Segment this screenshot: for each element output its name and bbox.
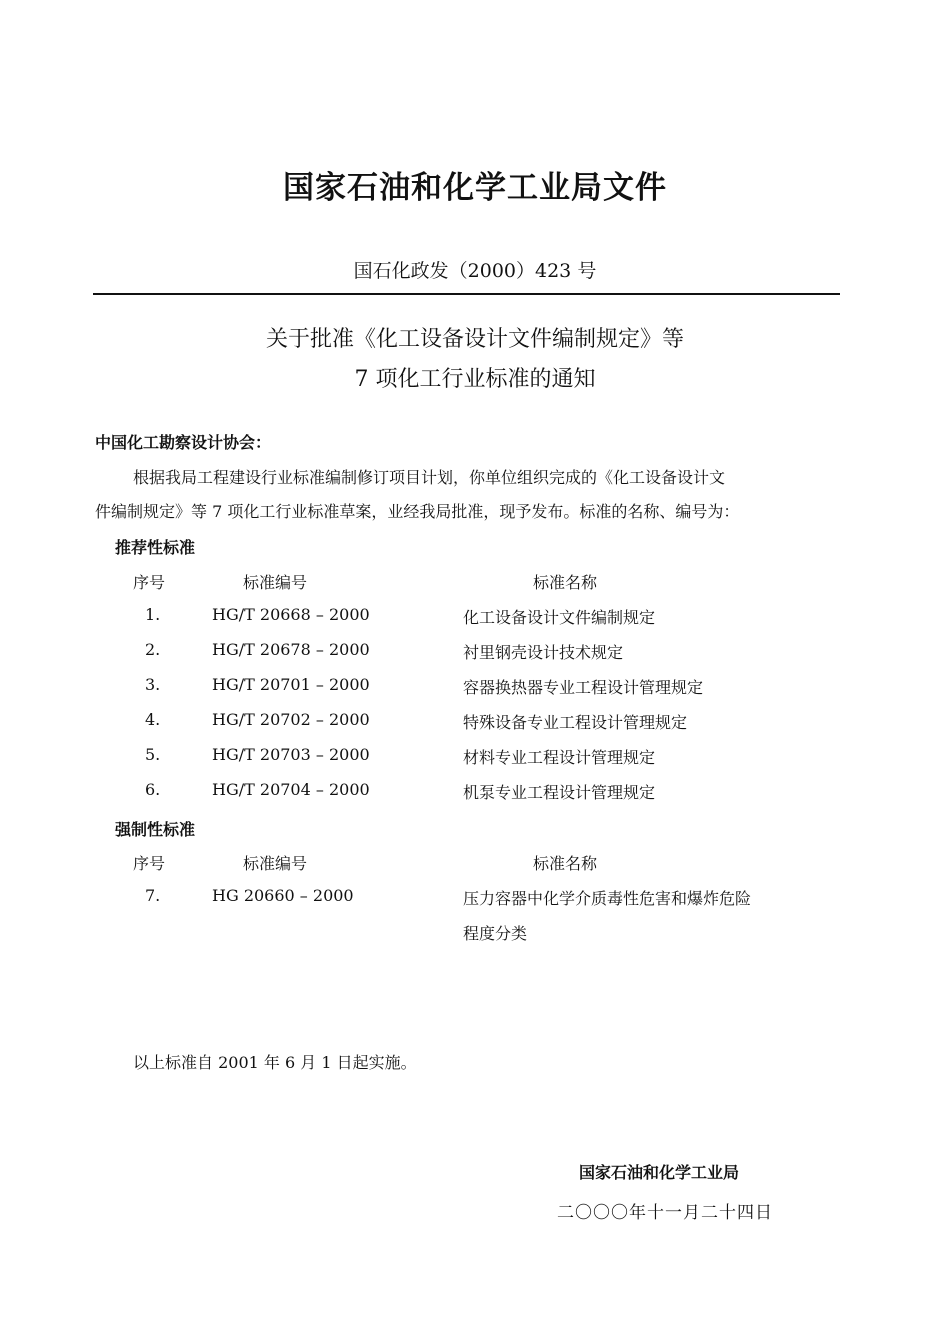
- recommended-standards-heading: 推荐性标准: [115, 538, 196, 557]
- table-row-code: HG/T 20702 – 2000: [212, 710, 370, 729]
- issuer-signature: 国家石油和化学工业局: [579, 1163, 740, 1182]
- table-row-no: 2.: [145, 640, 161, 659]
- column-header-code: 标准编号: [243, 854, 308, 873]
- column-header-name: 标准名称: [533, 854, 598, 873]
- table-row-name: 压力容器中化学介质毒性危害和爆炸危险: [463, 889, 752, 908]
- table-row-code: HG/T 20668 – 2000: [212, 605, 370, 624]
- table-row-name: 衬里钢壳设计技术规定: [463, 643, 624, 662]
- subject-line-2: 7 项化工行业标准的通知: [354, 367, 596, 392]
- table-row-no: 3.: [145, 675, 161, 694]
- table-row-name: 特殊设备专业工程设计管理规定: [463, 713, 688, 732]
- document-number: 国石化政发（2000）423 号: [353, 260, 597, 282]
- table-row-no: 6.: [145, 780, 161, 799]
- table-row-code: HG 20660 – 2000: [212, 886, 354, 905]
- column-header-code: 标准编号: [243, 573, 308, 592]
- column-header-seq: 序号: [133, 573, 166, 592]
- table-row-code: HG/T 20701 – 2000: [212, 675, 370, 694]
- table-row-no: 7.: [145, 886, 161, 905]
- table-row-name: 化工设备设计文件编制规定: [463, 608, 656, 627]
- column-header-name: 标准名称: [533, 573, 598, 592]
- body-paragraph-line-1: 根据我局工程建设行业标准编制修订项目计划，你单位组织完成的《化工设备设计文: [133, 468, 726, 487]
- table-row-name: 材料专业工程设计管理规定: [463, 748, 656, 767]
- table-row-no: 1.: [145, 605, 161, 624]
- table-row-code: HG/T 20704 – 2000: [212, 780, 370, 799]
- mandatory-standards-heading: 强制性标准: [115, 820, 196, 839]
- table-row-code: HG/T 20703 – 2000: [212, 745, 370, 764]
- table-row-name: 容器换热器专业工程设计管理规定: [463, 678, 704, 697]
- table-row-no: 4.: [145, 710, 161, 729]
- issue-date: 二〇〇〇年十一月二十四日: [557, 1203, 773, 1223]
- header-divider: [93, 293, 840, 295]
- table-row-code: HG/T 20678 – 2000: [212, 640, 370, 659]
- effective-date-note: 以上标准自 2001 年 6 月 1 日起实施。: [133, 1053, 417, 1072]
- body-paragraph-line-2: 件编制规定》等 7 项化工行业标准草案，业经我局批准，现予发布。标准的名称、编号为：: [95, 502, 740, 521]
- column-header-seq: 序号: [133, 854, 166, 873]
- subject-line-1: 关于批准《化工设备设计文件编制规定》等: [265, 327, 684, 352]
- table-row-no: 5.: [145, 745, 161, 764]
- addressee: 中国化工勘察设计协会：: [95, 433, 272, 452]
- table-row-name: 机泵专业工程设计管理规定: [463, 783, 656, 802]
- table-row-name-continued: 程度分类: [463, 924, 528, 943]
- document-title: 国家石油和化学工业局文件: [283, 170, 667, 206]
